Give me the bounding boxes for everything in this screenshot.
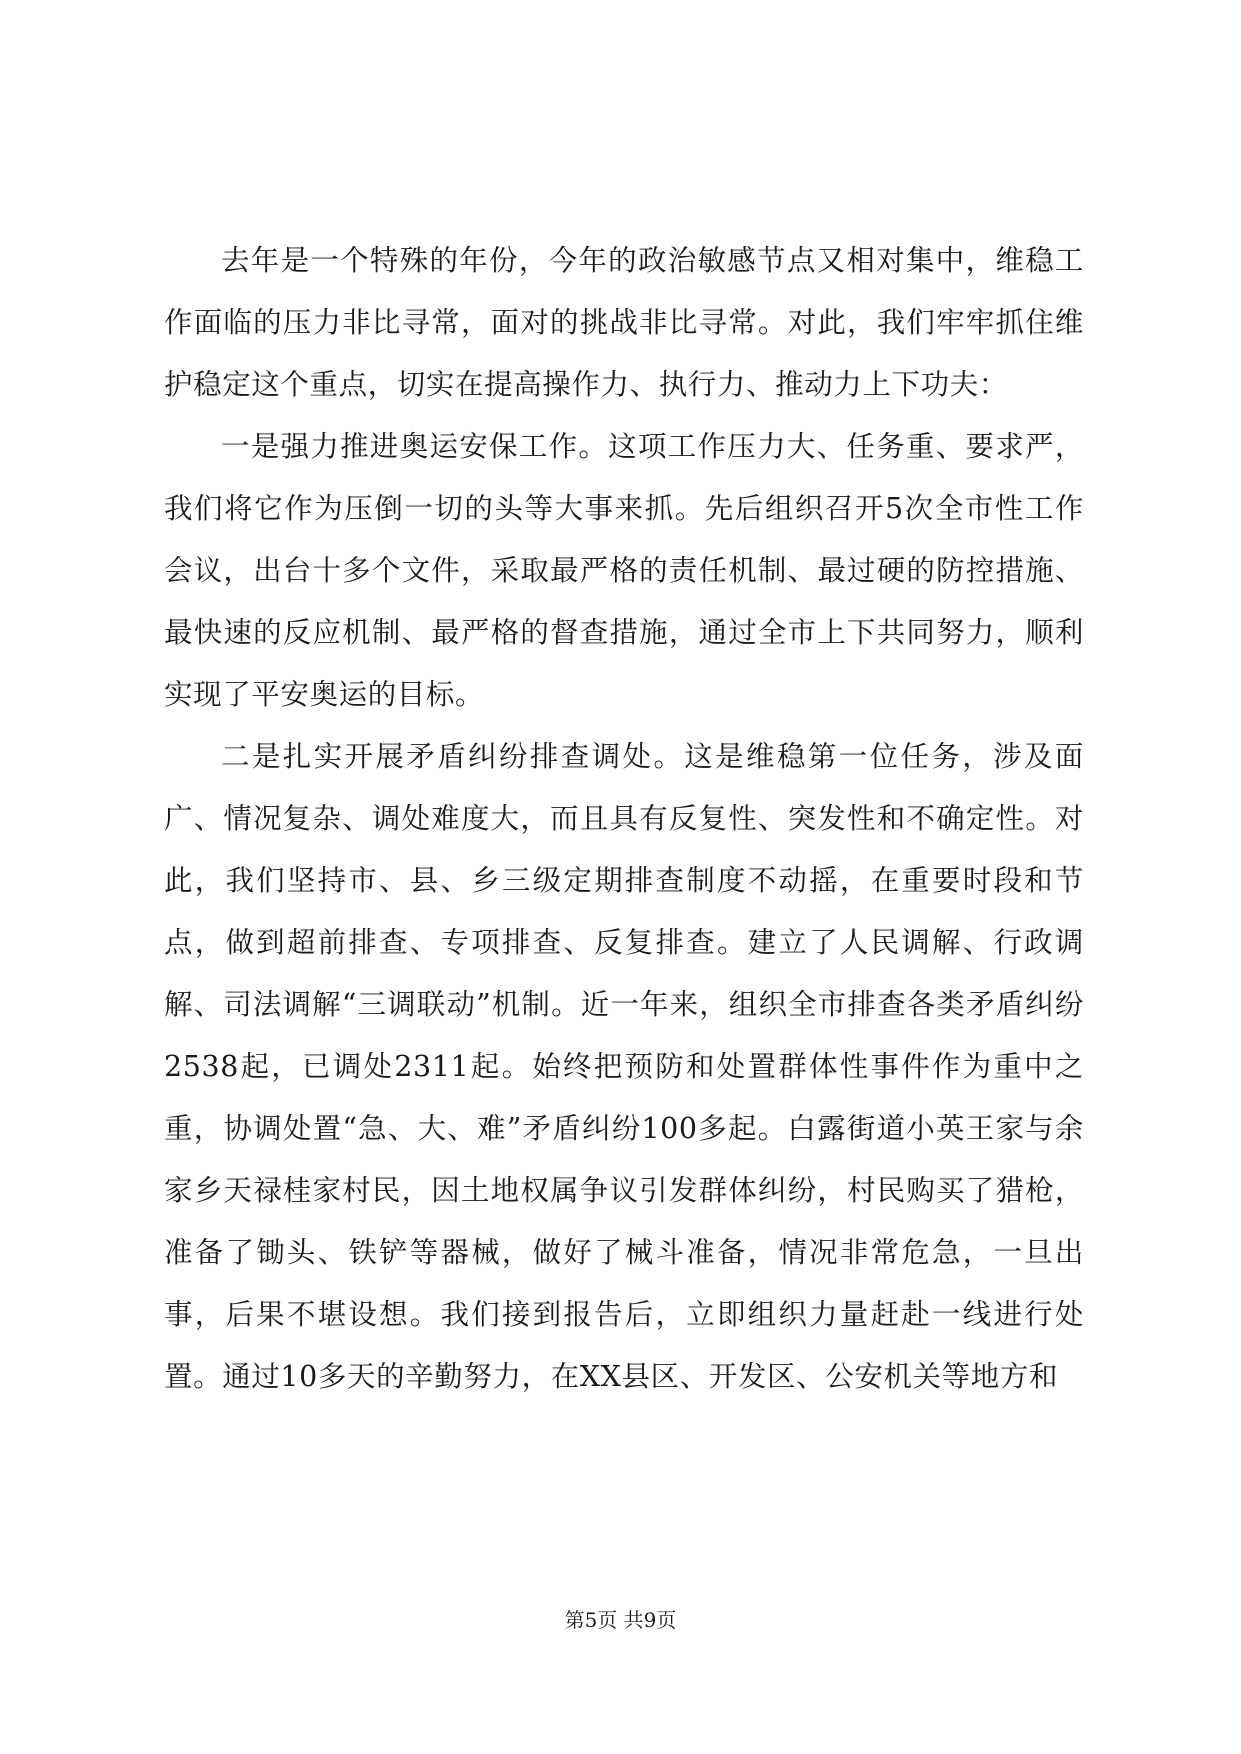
paragraph-1: 去年是一个特殊的年份，今年的政治敏感节点又相对集中，维稳工作面临的压力非比寻常，面对的挑战非比寻常。对此，我们牢牢抓住维护稳定这个重点，切实在提高操作力、执行力、推动力上下功夫： <box>164 244 1084 401</box>
paragraph-2: 一是强力推进奥运安保工作。这项工作压力大、任务重、要求严，我们将它作为压倒一切的头等大事来抓。先后组织召开5次全市性工作会议，出台十多个文件，采取最严格的责任机制、最过硬的防控措施、最快速的反应机制、最严格的督查措施，通过全市上下共同努力，顺利实现了平安奥运的目标。 <box>164 430 1084 711</box>
paragraph-3: 二是扎实开展矛盾纠纷排查调处。这是维稳第一位任务，涉及面广、情况复杂、调处难度大，而且具有反复性、突发性和不确定性。对此，我们坚持市、县、乡三级定期排查制度不动摇，在重要时段和节点，做到超前排查、专项排查、反复排查。建立了人民调解、行政调解、司法调解“三调联动”机制。近一年来，组织全市排查各类矛盾纠纷2538起，已调处2311起。始终把预防和处置群体性事件作为重中之重，协调处置“急、大、难”矛盾纠纷100多起。白露街道小英王家与余家乡天禄桂家村民，因土地权属争议引发群体纠纷，村民购买了猎枪，准备了锄头、铁铲等器械，做好了械斗准备，情况非常危急，一旦出事，后果不堪设想。我们接到报告后，立即组织力量赶赴一线进行处置。通过10多天的辛勤努力，在XX县区、开发区、公安机关等地方和 <box>164 740 1084 1393</box>
document-body <box>164 230 1084 1408</box>
page-number-footer: 第5页 共9页 <box>564 1608 677 1632</box>
